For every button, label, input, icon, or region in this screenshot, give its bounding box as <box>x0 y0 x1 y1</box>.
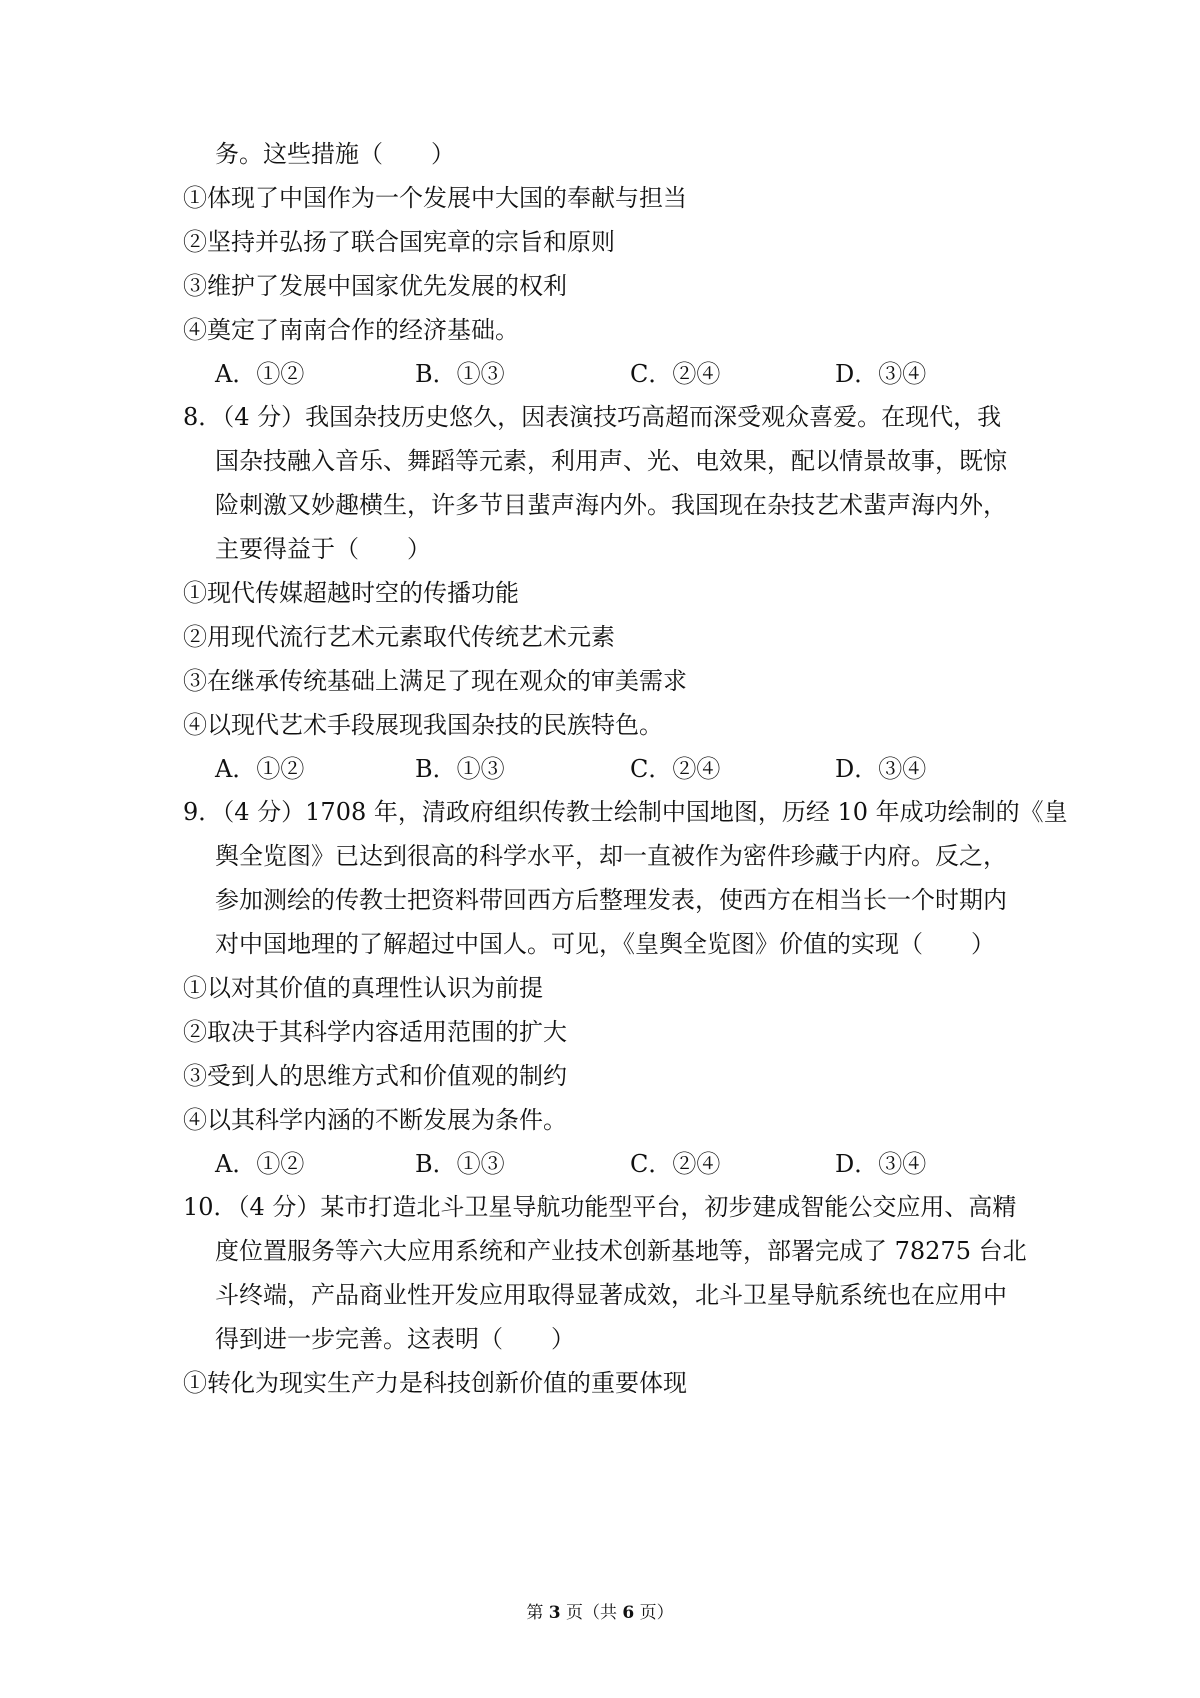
q10-stem-line-1: 10．（4 分）某市打造北斗卫星导航功能型平台，初步建成智能公交应用、高精 <box>183 1193 1017 1221</box>
q8-option-a: A．①② <box>215 755 305 783</box>
footer-total-pages: 6 <box>622 1603 635 1623</box>
q8-statement-1: ①现代传媒超越时空的传播功能 <box>183 579 519 607</box>
q8-option-b: B．①③ <box>415 755 505 783</box>
q9-statement-2: ②取决于其科学内容适用范围的扩大 <box>183 1018 567 1046</box>
q9-option-b: B．①③ <box>415 1150 505 1178</box>
q9-option-d: D．③④ <box>835 1150 927 1178</box>
footer-middle: 页（共 <box>560 1603 623 1623</box>
q7-options <box>215 358 975 390</box>
q7-option-a: A．①② <box>215 360 305 388</box>
q8-stem-line-1: 8．（4 分）我国杂技历史悠久，因表演技巧高超而深受观众喜爱。在现代，我 <box>183 403 1002 431</box>
q10-stem-line-4: 得到进一步完善。这表明（ ） <box>215 1325 575 1353</box>
q7-statement-3: ③维护了发展中国家优先发展的权利 <box>183 272 567 300</box>
q9-stem-line-4: 对中国地理的了解超过中国人。可见，《皇舆全览图》价值的实现（ ） <box>215 930 995 958</box>
q8-options <box>215 753 975 785</box>
q9-option-c: C．②④ <box>630 1150 721 1178</box>
q9-statement-3: ③受到人的思维方式和价值观的制约 <box>183 1062 567 1090</box>
q8-stem-line-3: 险刺激又妙趣横生，许多节目蜚声海内外。我国现在杂技艺术蜚声海内外， <box>215 491 1007 519</box>
footer-page-number: 3 <box>548 1603 561 1623</box>
q9-option-a: A．①② <box>215 1150 305 1178</box>
q8-statement-4: ④以现代艺术手段展现我国杂技的民族特色。 <box>183 711 663 739</box>
q7-option-b: B．①③ <box>415 360 505 388</box>
q7-statement-1: ①体现了中国作为一个发展中大国的奉献与担当 <box>183 184 687 212</box>
q10-stem-line-2: 度位置服务等六大应用系统和产业技术创新基地等，部署完成了 78275 台北 <box>215 1237 1027 1265</box>
q9-stem-line-2: 舆全览图》已达到很高的科学水平，却一直被作为密件珍藏于内府。反之， <box>215 842 1007 870</box>
q9-statement-4: ④以其科学内涵的不断发展为条件。 <box>183 1106 567 1134</box>
q8-stem-line-4: 主要得益于（ ） <box>215 535 431 563</box>
q10-stem-line-3: 斗终端，产品商业性开发应用取得显著成效，北斗卫星导航系统也在应用中 <box>215 1281 1007 1309</box>
q7-statement-4: ④奠定了南南合作的经济基础。 <box>183 316 519 344</box>
q8-option-d: D．③④ <box>835 755 927 783</box>
q8-stem-line-2: 国杂技融入音乐、舞蹈等元素，利用声、光、电效果，配以情景故事，既惊 <box>215 447 1007 475</box>
q7-option-c: C．②④ <box>630 360 721 388</box>
q10-statement-1: ①转化为现实生产力是科技创新价值的重要体现 <box>183 1369 687 1397</box>
q8-statement-3: ③在继承传统基础上满足了现在观众的审美需求 <box>183 667 687 695</box>
footer-suffix: 页） <box>634 1603 674 1623</box>
q8-option-c: C．②④ <box>630 755 721 783</box>
q8-statement-2: ②用现代流行艺术元素取代传统艺术元素 <box>183 623 615 651</box>
page-footer <box>0 1601 1200 1625</box>
q9-options <box>215 1148 975 1180</box>
q7-option-d: D．③④ <box>835 360 927 388</box>
q7-stem-tail: 务。这些措施（ ） <box>215 140 455 168</box>
q7-statement-2: ②坚持并弘扬了联合国宪章的宗旨和原则 <box>183 228 615 256</box>
q9-stem-line-3: 参加测绘的传教士把资料带回西方后整理发表，使西方在相当长一个时期内 <box>215 886 1007 914</box>
q9-statement-1: ①以对其价值的真理性认识为前提 <box>183 974 543 1002</box>
q9-stem-line-1: 9．（4 分）1708 年，清政府组织传教士绘制中国地图，历经 10 年成功绘制的《皇 <box>183 798 1068 826</box>
footer-prefix: 第 <box>526 1603 549 1623</box>
